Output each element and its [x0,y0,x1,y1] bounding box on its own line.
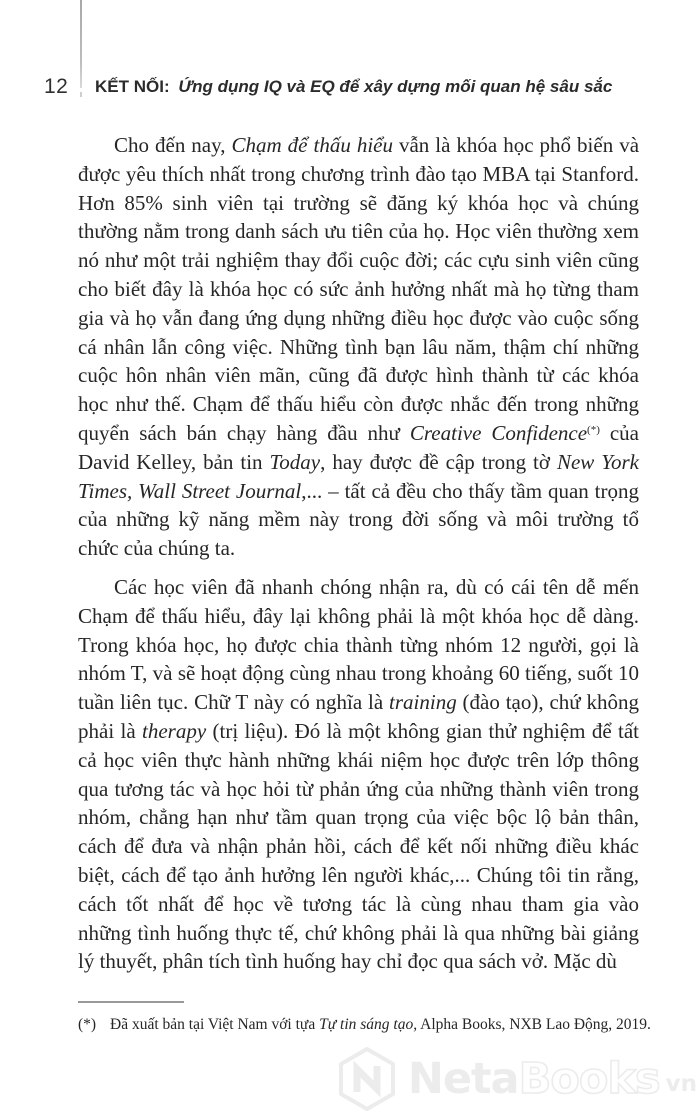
footnote-line [78,1014,651,1035]
watermark-text-vn: vn [665,1071,697,1097]
footnote-text: Đã xuất bản tại Việt Nam với tựa Tự tin sáng tạo, Alpha Books, NXB Lao Động, 2019. [110,1016,651,1033]
paragraph-1: Cho đến nay, Chạm để thấu hiểu vẫn là khóa học phổ biến và được yêu thích nhất trong chương trình đào tạo MBA tại Stanford. Hơn 85% sinh viên tại trường sẽ đăng ký khóa học và chúng thường nằm trong danh sách ưu tiên của họ. Học viên thường xem nó như một trải nghiệm thay đổi cuộc đời; các cựu sinh viên cũng cho biết đây là khóa học có sức ảnh hưởng nhất mà họ từng tham gia và họ vẫn đang ứng dụng những điều học được vào cuộc sống cá nhân lẫn công việc. Những tình bạn lâu năm, thậm chí những cuộc hôn nhân viên mãn, cũng đã được hình thành từ các khóa học như thế. Chạm để thấu hiểu còn được nhắc đến trong những quyển sách bán chạy hàng đầu như Creative Confidence(*) của David Kelley, bản tin Today, hay được đề cập trong tờ New York Times, Wall Street Journal,... – tất cả đều cho thấy tầm quan trọng của những kỹ năng mềm này trong đời sống và môi trường tổ chức của chúng ta. [78,133,640,561]
page-number: 12 [44,75,69,98]
header-title-group [95,77,612,97]
netabooks-watermark [336,1046,697,1112]
footnote [78,1001,651,1035]
margin-rule-end-dot [80,92,82,97]
watermark-text-neta: Neta [407,1054,519,1104]
margin-rule [80,0,82,88]
page-body [78,131,639,986]
watermark-text-books: Books [518,1054,660,1104]
footnote-marker: (*) [78,1016,97,1033]
hexagon-n-logo [336,1046,398,1112]
paragraph-2: Các học viên đã nhanh chóng nhận ra, dù có cái tên dễ mến Chạm để thấu hiểu, đây lại không phải là một khóa học dễ dàng. Trong khóa học, họ được chia thành từng nhóm 12 người, gọi là nhóm T, và sẽ hoạt động cùng nhau trong khoảng 60 tiếng, suốt 10 tuần liên tục. Chữ T này có nghĩa là training (đào tạo), chứ không phải là therapy (trị liệu). Đó là một không gian thử nghiệm để tất cả học viên thực hành những khái niệm học được trên lớp thông qua tương tác và học hỏi từ phản ứng của những thành viên trong nhóm, chẳng hạn như tầm quan trọng của việc bộc lộ bản thân, cách để đưa và nhận phản hồi, cách để kết nối những điều khác biệt, cách để tạo ảnh hưởng lên người khác,... Chúng tôi tin rằng, cách tốt nhất để học về tương tác là cùng nhau tham gia vào những tình huống thực tế, chứ không phải là qua những bài giảng lý thuyết, phân tích tình huống hay chỉ đọc qua sách vở. Mặc dù [78,574,639,974]
book-title: KẾT NỐI: [95,77,170,96]
footnote-divider [78,1001,184,1003]
book-subtitle: Ứng dụng IQ và EQ để xây dựng mối quan hệ sâu sắc [178,77,613,96]
